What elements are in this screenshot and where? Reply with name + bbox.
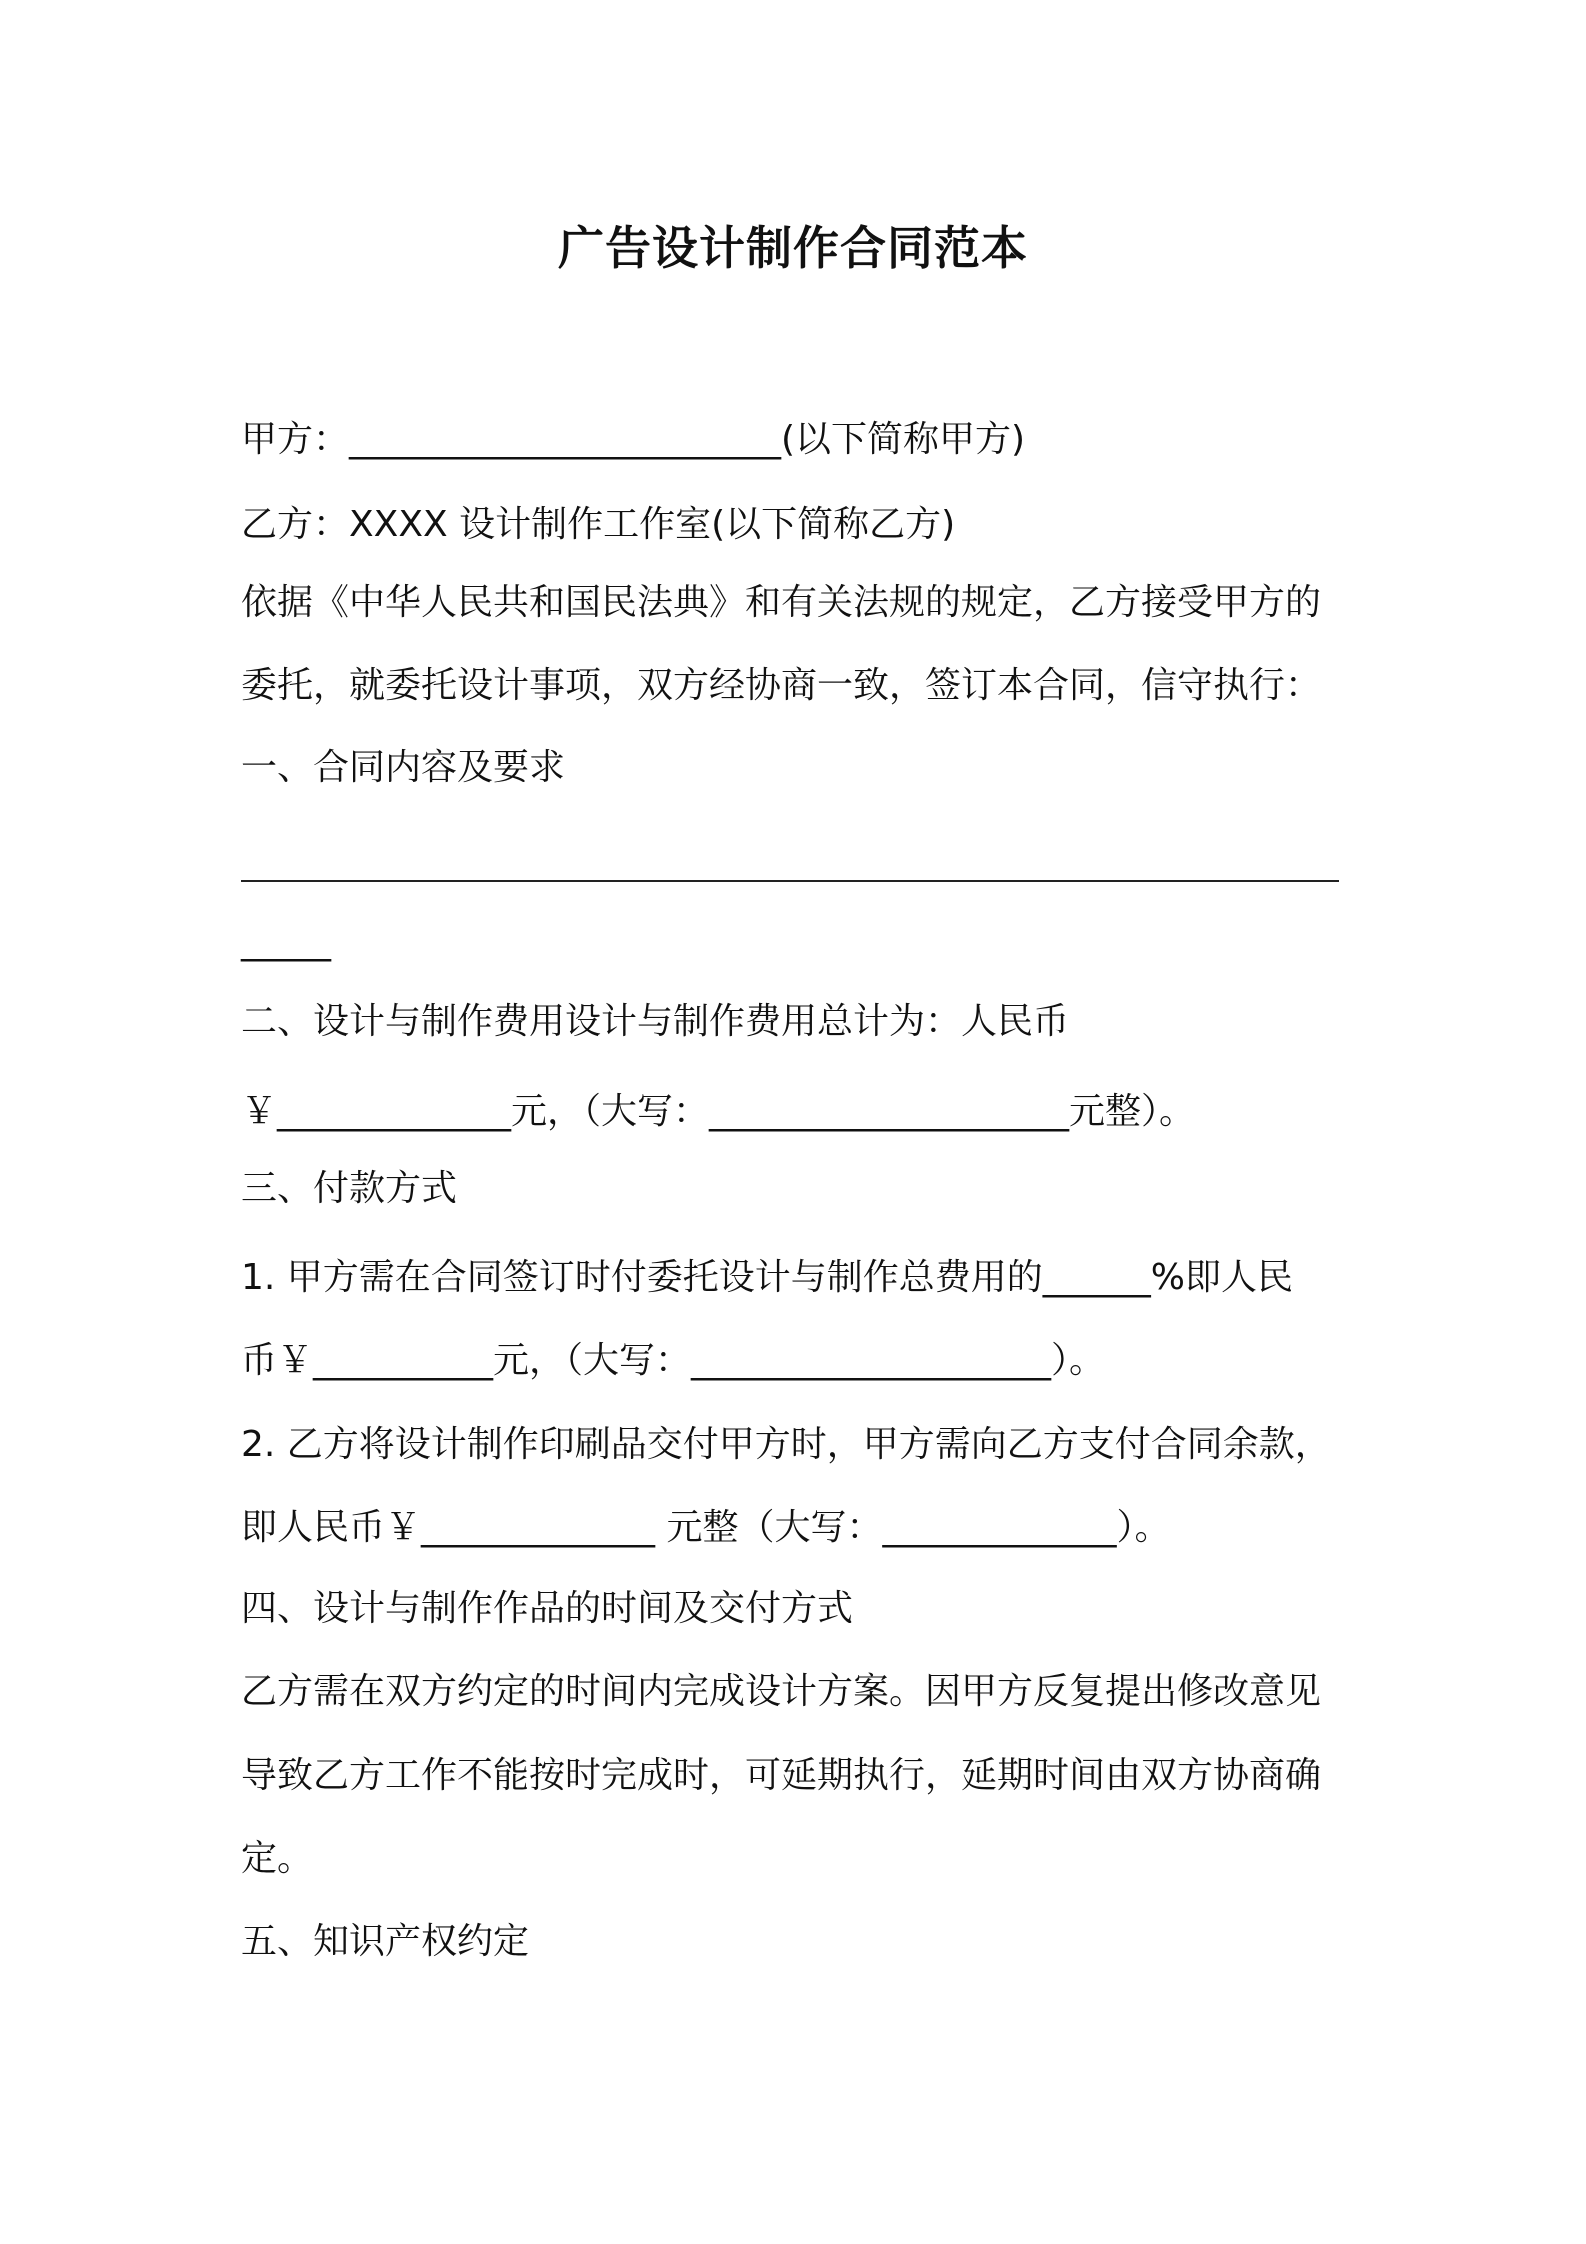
party-a-line: 甲方：________________________(以下简称甲方) xyxy=(241,419,1026,460)
blank-fill-line xyxy=(241,880,1339,882)
payment-1-line-1: 1. 甲方需在合同签订时付委托设计与制作总费用的______%即人民 xyxy=(241,1257,1293,1298)
party-b-line: 乙方：XXXX 设计制作工作室(以下简称乙方) xyxy=(241,504,956,545)
preamble-line-2: 委托，就委托设计事项，双方经协商一致，签订本合同，信守执行： xyxy=(241,665,1322,706)
section-2-heading: 二、设计与制作费用设计与制作费用总计为：人民币 xyxy=(241,1001,1070,1042)
delivery-line-2: 导致乙方工作不能按时完成时，可延期执行，延期时间由双方协商确 xyxy=(241,1755,1322,1796)
document-title: 广告设计制作合同范本 xyxy=(558,221,1028,275)
delivery-line-1: 乙方需在双方约定的时间内完成设计方案。因甲方反复提出修改意见 xyxy=(241,1671,1322,1712)
total-fee-line: ￥_____________元，（大写：____________________元整）。 xyxy=(241,1091,1196,1132)
section-4-heading: 四、设计与制作作品的时间及交付方式 xyxy=(241,1588,854,1629)
payment-2-line-1: 2. 乙方将设计制作印刷品交付甲方时，甲方需向乙方支付合同余款， xyxy=(241,1424,1331,1465)
section-3-heading: 三、付款方式 xyxy=(241,1168,458,1209)
payment-2-line-2: 即人民币￥_____________ 元整（大写：_____________）。 xyxy=(241,1507,1171,1548)
payment-1-line-2: 币￥__________元，（大写：____________________）。 xyxy=(241,1340,1106,1381)
blank-fill-line-end: _____ xyxy=(241,921,331,962)
preamble-line-1: 依据《中华人民共和国民法典》和有关法规的规定，乙方接受甲方的 xyxy=(241,582,1322,623)
section-5-heading: 五、知识产权约定 xyxy=(241,1921,530,1962)
delivery-line-3: 定。 xyxy=(241,1838,314,1879)
section-1-heading: 一、合同内容及要求 xyxy=(241,747,566,788)
